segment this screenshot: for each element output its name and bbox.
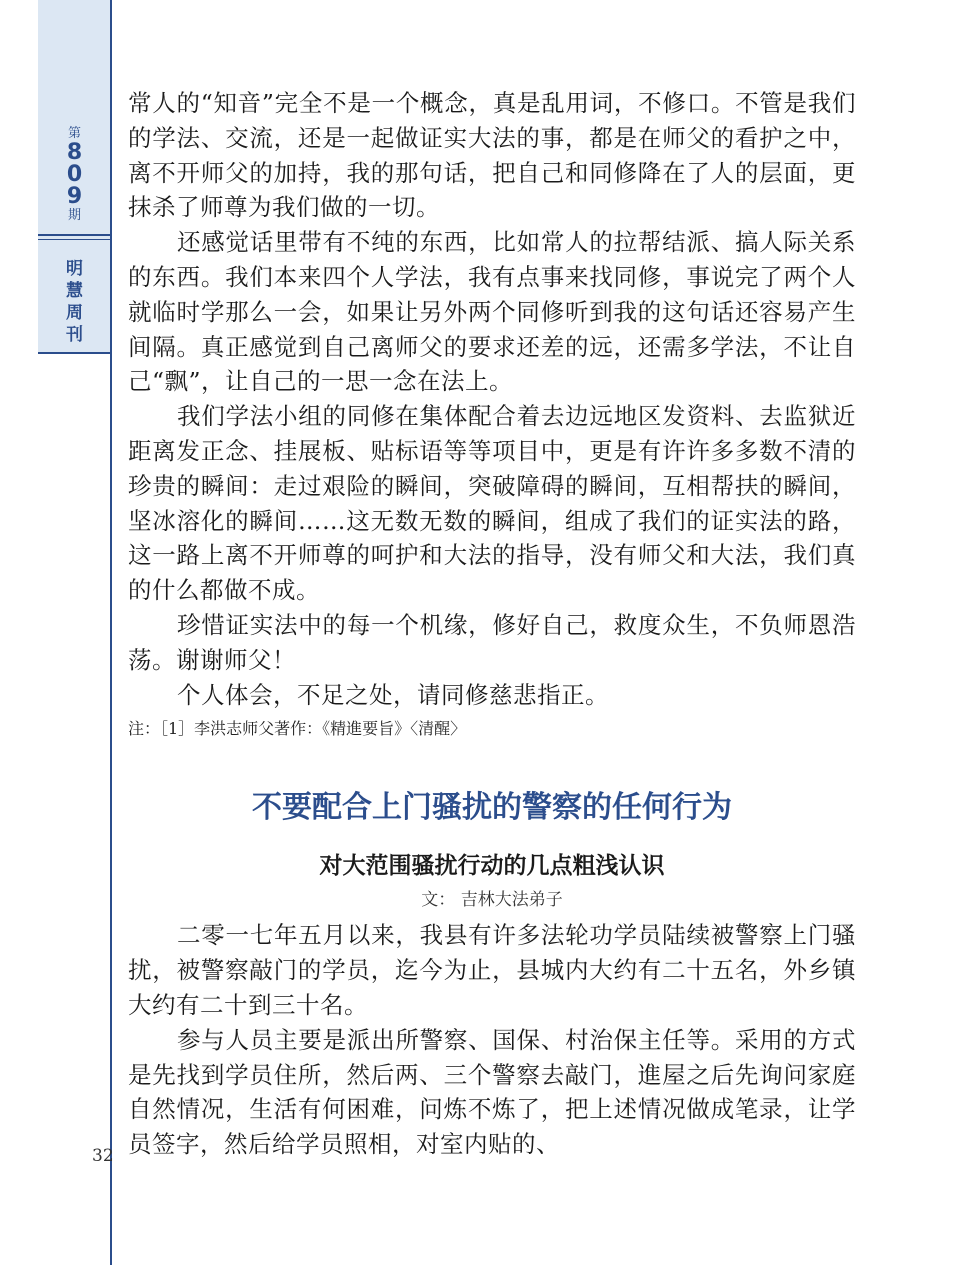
body-paragraph: 个人体会，不足之处，请同修慈悲指正。 [177, 680, 609, 709]
body-paragraph: 常人的“知音”完全不是一个概念，真是乱用词，不修口。不管是我们的学法、交流，还是一起做证实大法的事，都是在师父的看护之中，离不开师父的加持，我的那句话，把自己和同修降在了人的层面，更抹杀了师尊为我们做的一切。 [128, 89, 856, 222]
footnote: 注：［1］李洪志师父著作：《精進要旨》〈清醒〉 [128, 719, 467, 739]
magazine-char: 明 [66, 259, 83, 279]
issue-digit: 8 [66, 140, 83, 165]
issue-suffix: 期 [67, 208, 81, 223]
magazine-name [38, 258, 111, 346]
page-content [128, 86, 856, 1162]
body-paragraph: 我们学法小组的同修在集体配合着去边远地区发资料、去监狱近距离发正念、挂展板、贴标语等等项目中，更是有许许多多数不清的珍贵的瞬间：走过艰险的瞬间，突破障碍的瞬间，互相帮扶的瞬间，坚冰溶化的瞬间……这无数无数的瞬间，组成了我们的证实法的路，这一路上离不开师尊的呵护和大法的指导，没有师父和大法，我们真的什么都做不成。 [128, 402, 856, 605]
body-paragraph: 珍惜证实法中的每一个机缘，修好自己，救度众生，不负师恩浩荡。谢谢师父！ [128, 610, 856, 674]
article-byline: 文： 吉林大法弟子 [421, 890, 563, 911]
issue-digit: 9 [66, 184, 83, 209]
issue-separator-thin [38, 239, 111, 240]
magazine-char: 慧 [66, 281, 83, 301]
issue-number [38, 126, 111, 224]
article-title: 不要配合上门骚扰的警察的任何行为 [252, 790, 732, 826]
page-number: 32 [92, 1146, 114, 1166]
issue-prefix: 第 [67, 126, 81, 141]
issue-separator [38, 234, 111, 236]
magazine-char: 刊 [66, 325, 83, 345]
article-paragraph: 二零一七年五月以来，我县有许多法轮功学员陆续被警察上门骚扰，被警察敲门的学员，迄今为止，县城内大约有二十五名，外乡镇大约有二十到三十名。 [128, 921, 856, 1019]
magazine-char: 周 [66, 303, 83, 323]
sidebar-bottom-rule [38, 352, 111, 354]
article-subtitle: 对大范围骚扰行动的几点粗浅认识 [319, 853, 665, 880]
issue-digit: 0 [66, 162, 83, 187]
body-paragraph: 还感觉话里带有不纯的东西，比如常人的拉帮结派、搞人际关系的东西。我们本来四个人学法，我有点事来找同修，事说完了两个人就临时学那么一会，如果让另外两个同修听到我的这句话还容易产生间隔。真正感觉到自己离师父的要求还差的远，还需多学法，不让自己“飘”，让自己的一思一念在法上。 [128, 228, 856, 396]
article-paragraph: 参与人员主要是派出所警察、国保、村治保主任等。采用的方式是先找到学员住所，然后两、三个警察去敲门，進屋之后先询问家庭自然情况，生活有何困难，问炼不炼了，把上述情况做成笔录，让学员签字，然后给学员照相，对室内贴的、 [128, 1025, 856, 1159]
